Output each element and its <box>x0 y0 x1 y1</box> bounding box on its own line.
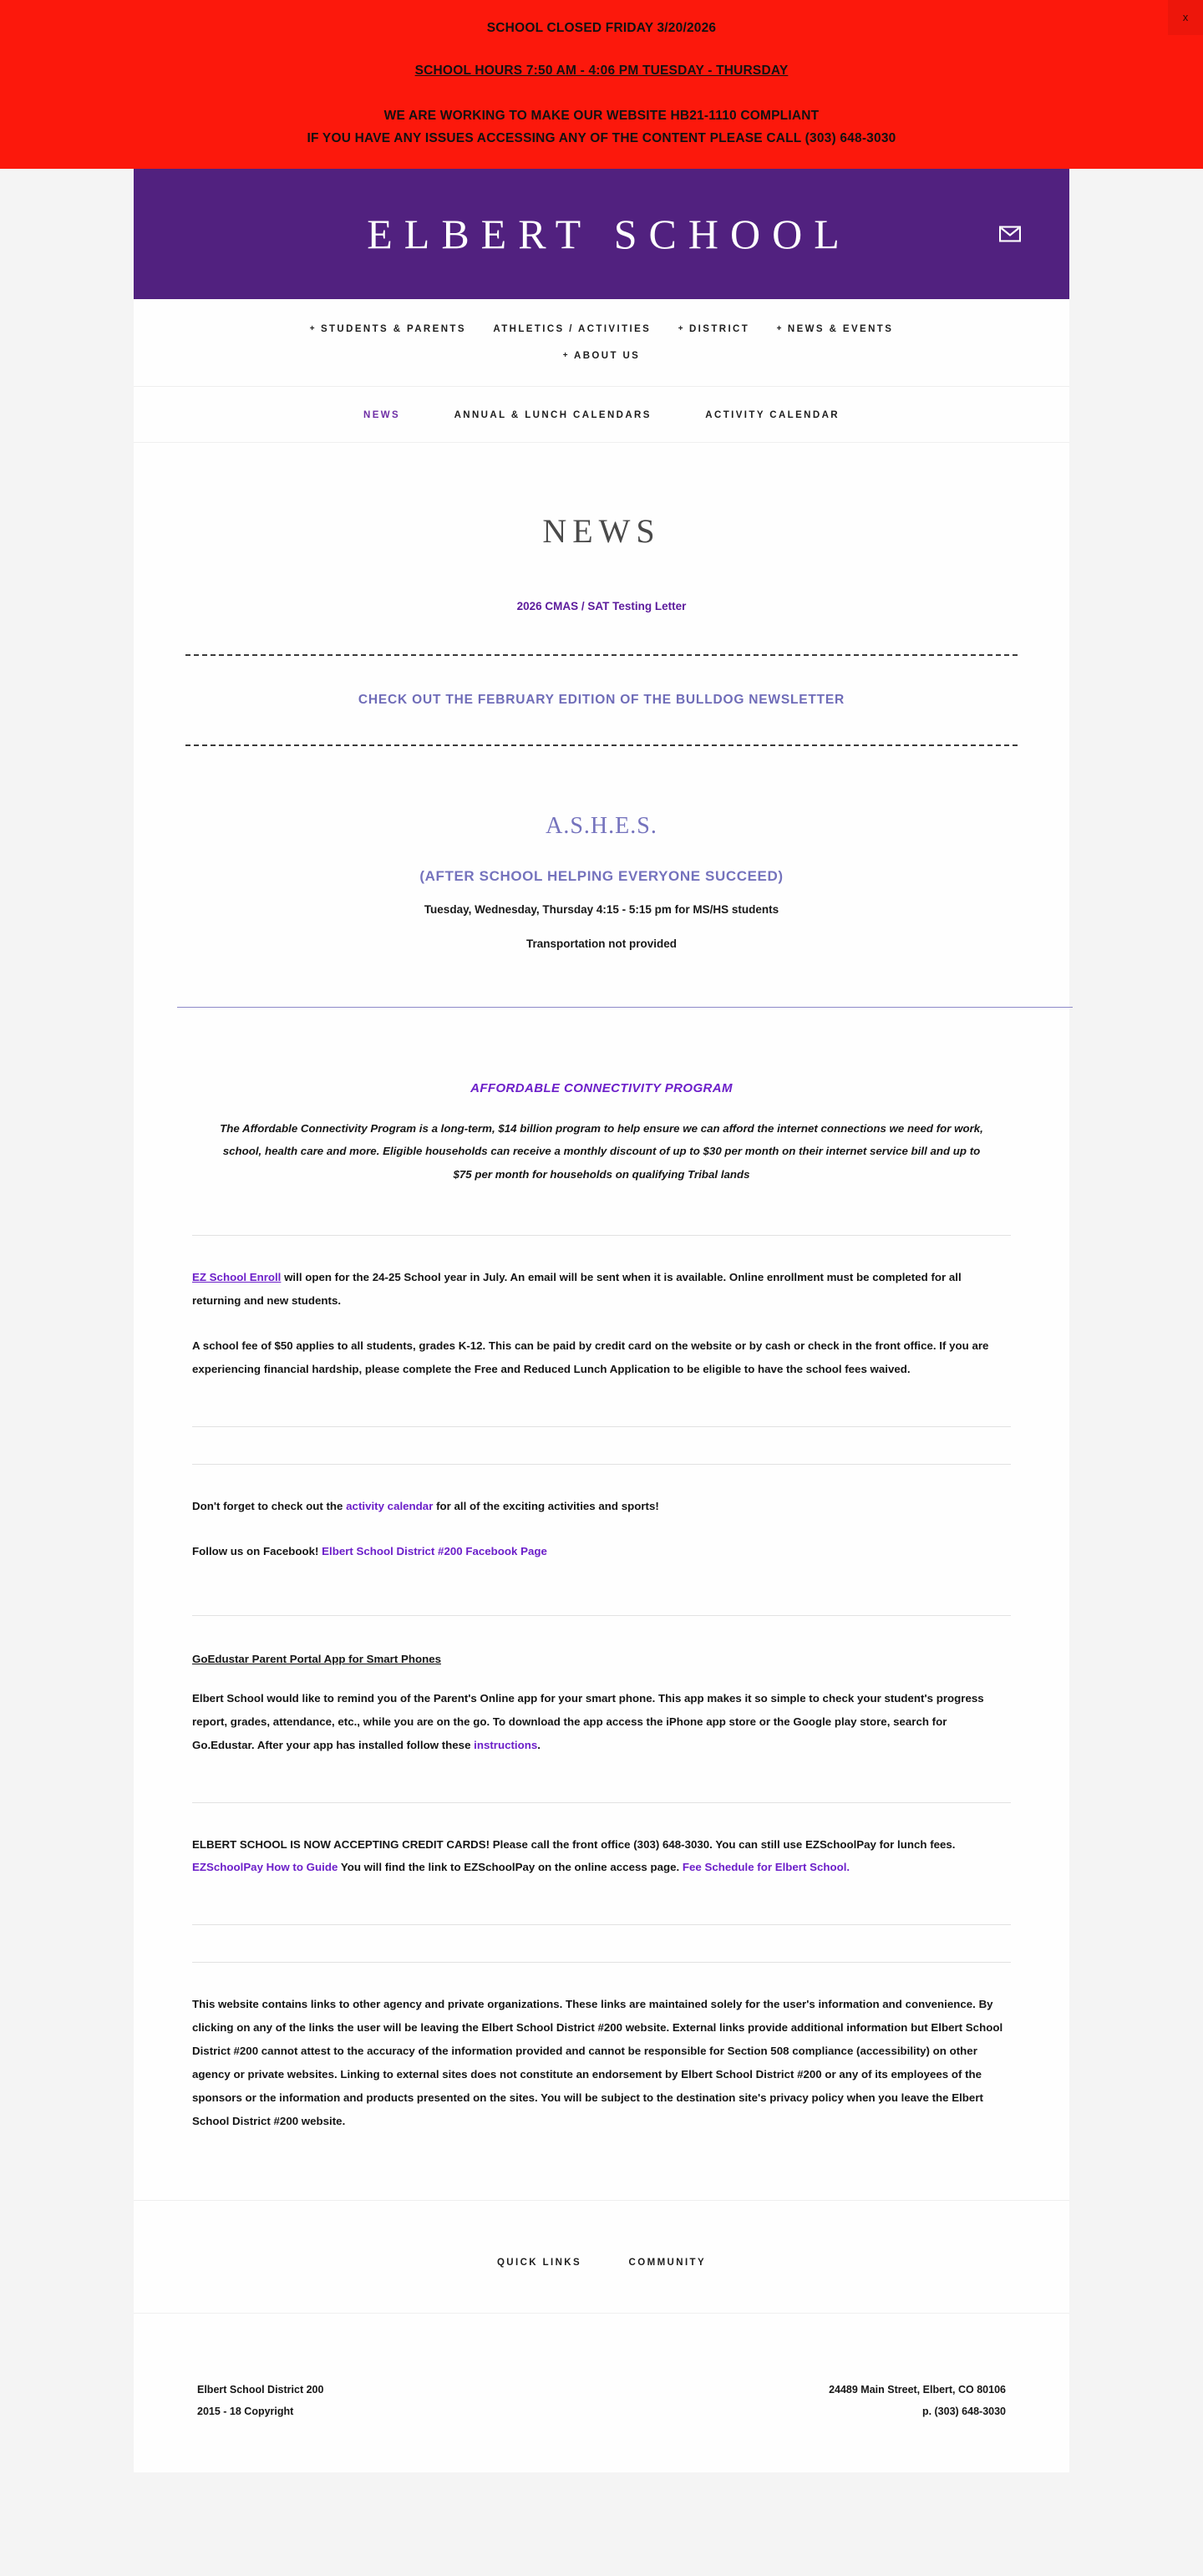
primary-navigation-row2 <box>134 348 1069 368</box>
spacer <box>134 1757 1069 1802</box>
goedustar-body: Elbert School would like to remind you of the Parent's Online app for your smart phone. This app makes it so simple to check your student's progress report, grades, attendance, etc., while you are on the go. To download the app access the iPhone app store or the Google play store, search for Go.Edustar. After your app has installed follow these <box>192 1691 984 1751</box>
main-content <box>134 443 1069 2133</box>
primary-navigation <box>134 299 1069 387</box>
dashed-divider-bottom <box>185 744 1018 746</box>
plus-icon: + <box>776 323 784 333</box>
credit-cards-text-2: You will find the link to EZSchoolPay on the online access page. <box>338 1861 683 1874</box>
footer-link-community[interactable]: COMMUNITY <box>628 2257 707 2268</box>
plus-icon: + <box>309 323 317 333</box>
nav-item-district[interactable] <box>678 324 749 334</box>
link-bulldog-newsletter[interactable]: CHECK OUT THE FEBRUARY EDITION OF THE BULLDOG NEWSLETTER <box>358 692 845 707</box>
ashes-schedule: Tuesday, Wednesday, Thursday 4:15 - 5:15 pm for MS/HS students <box>424 902 779 916</box>
page-container <box>134 169 1069 2473</box>
footer-copyright: 2015 - 18 Copyright <box>197 2406 294 2418</box>
disclaimer-paragraph: This website contains links to other agency and private organizations. These links are maintained solely for the user's information and convenience. By clicking on any of the links the user will be leaving the Elbert School District #200 website. External links provide additional information but Elbert School District #200 cannot attest to the accuracy of the information provided and cannot be responsible for Section 508 compliance (accessibility) on other agency or private websites. Linking to external sites does not constitute an endorsement by Elbert School District #200 or any of its employees of the sponsors or the information and products presented on the sites. You will be subject to the destination site's privacy policy when you leave the Elbert School District #200 website. <box>192 1998 1003 2128</box>
acp-title: AFFORDABLE CONNECTIVITY PROGRAM <box>470 1080 733 1095</box>
nav-item-about-us[interactable] <box>563 351 641 361</box>
ashes-title: A.S.H.E.S. <box>546 812 657 839</box>
footer-info <box>134 2313 1069 2473</box>
footer-link-quick-links[interactable]: QUICK LINKS <box>496 2257 582 2268</box>
link-ez-school-enroll[interactable]: EZ School Enroll <box>192 1271 282 1284</box>
ashes-subtitle: (AFTER SCHOOL HELPING EVERYONE SUCCEED) <box>419 867 784 884</box>
nav-label: ABOUT US <box>573 350 641 361</box>
enroll-paragraph <box>192 1236 1011 1313</box>
link-ezschoolpay-guide[interactable]: EZSchoolPay How to Guide <box>192 1861 338 1874</box>
plus-icon: + <box>562 350 570 360</box>
testing-letter-row <box>134 587 1069 636</box>
nav-item-news-events[interactable] <box>777 324 894 334</box>
enroll-text: will open for the 24-25 School year in July. An email will be sent when it is available. Online enrollment must be completed for all returning and new students. <box>192 1271 962 1308</box>
alert-line-compliance: WE ARE WORKING TO MAKE OUR WEBSITE HB21-1110 COMPLIANT <box>383 108 820 123</box>
goedustar-paragraph <box>192 1665 1011 1757</box>
spacer <box>134 1186 1069 1235</box>
footer-address: 24489 Main Street, Elbert, CO 80106 <box>829 2383 1006 2396</box>
nav-label: STUDENTS & PARENTS <box>320 323 466 334</box>
footer-phone: p. (303) 648-3030 <box>921 2406 1006 2418</box>
footer-navigation <box>134 2200 1069 2313</box>
spacer <box>134 1879 1069 1924</box>
alert-line-closure: SCHOOL CLOSED FRIDAY 3/20/2026 <box>486 21 717 35</box>
secondary-navigation <box>134 387 1069 443</box>
nav-item-athletics-activities[interactable] <box>493 324 651 334</box>
subnav-item-activity-calendar[interactable]: ACTIVITY CALENDAR <box>705 409 840 420</box>
nav-label: NEWS & EVENTS <box>787 323 894 334</box>
dashed-divider-top <box>185 654 1018 656</box>
credit-cards-paragraph <box>192 1803 1011 1880</box>
spacer <box>134 1427 1069 1464</box>
activity-text-after: for all of the exciting activities and sports! <box>433 1499 659 1512</box>
alert-banner <box>0 0 1203 169</box>
spacer <box>134 1925 1069 1962</box>
goedustar-body-end: . <box>537 1738 541 1751</box>
activity-text-before: Don't forget to check out the <box>192 1499 347 1512</box>
page-title: NEWS <box>542 511 661 550</box>
school-fee-paragraph: A school fee of $50 applies to all students, grades K-12. This can be paid by credit card on the website or by cash or check in the front office. If you are experiencing financial hardship, please complete the Free and Reduced Lunch Application to be eligible to have the school fees waived. <box>192 1339 989 1376</box>
spacer <box>134 1563 1069 1615</box>
facebook-paragraph <box>192 1518 1011 1563</box>
subnav-item-news[interactable]: NEWS <box>363 409 401 420</box>
alert-line-contact: IF YOU HAVE ANY ISSUES ACCESSING ANY OF THE CONTENT PLEASE CALL (303) 648-3030 <box>307 131 896 146</box>
ashes-transportation: Transportation not provided <box>525 937 677 950</box>
footer-info-right <box>829 2379 1006 2423</box>
link-fee-schedule[interactable]: Fee Schedule for Elbert School. <box>682 1861 850 1874</box>
nav-item-students-parents[interactable] <box>310 324 466 334</box>
site-logo-title: ELBERT SCHOOL <box>367 210 851 257</box>
footer-info-left <box>197 2379 323 2423</box>
spacer <box>134 1381 1069 1426</box>
close-icon[interactable]: x <box>1168 0 1203 35</box>
spacer <box>134 1616 1069 1653</box>
acp-body: The Affordable Connectivity Program is a long-term, $14 billion program to help ensure we can afford the internet connections we need for work, school, health care and more. Eligible households can receive a monthly discount of up to $30 per month on their internet service bill and up to $75 per month for households on qualifying Tribal lands <box>220 1121 983 1181</box>
subnav-item-annual-lunch-calendars[interactable]: ANNUAL & LUNCH CALENDARS <box>454 409 652 420</box>
link-facebook-page[interactable]: Elbert School District #200 Facebook Page <box>322 1544 547 1557</box>
plus-icon: + <box>678 323 685 333</box>
site-masthead <box>134 169 1069 299</box>
link-activity-calendar[interactable]: activity calendar <box>346 1499 434 1512</box>
facebook-text-before: Follow us on Facebook! <box>192 1544 322 1557</box>
footer-district-name: Elbert School District 200 <box>197 2383 324 2396</box>
alert-line-hours: SCHOOL HOURS 7:50 AM - 4:06 PM TUESDAY - THURSDAY <box>414 64 789 79</box>
link-instructions[interactable]: instructions <box>474 1738 538 1751</box>
nav-label: DISTRICT <box>688 323 750 334</box>
link-cmas-sat-testing-letter[interactable]: 2026 CMAS / SAT Testing Letter <box>516 599 687 612</box>
envelope-icon[interactable] <box>999 226 1021 241</box>
credit-cards-text-1: ELBERT SCHOOL IS NOW ACCEPTING CREDIT CARDS! Please call the front office (303) 648-3030. You can still use EZSchoolPay for lunch fees. <box>192 1837 956 1851</box>
activity-calendar-paragraph <box>192 1465 1011 1518</box>
goedustar-heading[interactable]: GoEdustar Parent Portal App for Smart Phones <box>192 1652 441 1665</box>
nav-label: ATHLETICS / ACTIVITIES <box>493 323 652 334</box>
